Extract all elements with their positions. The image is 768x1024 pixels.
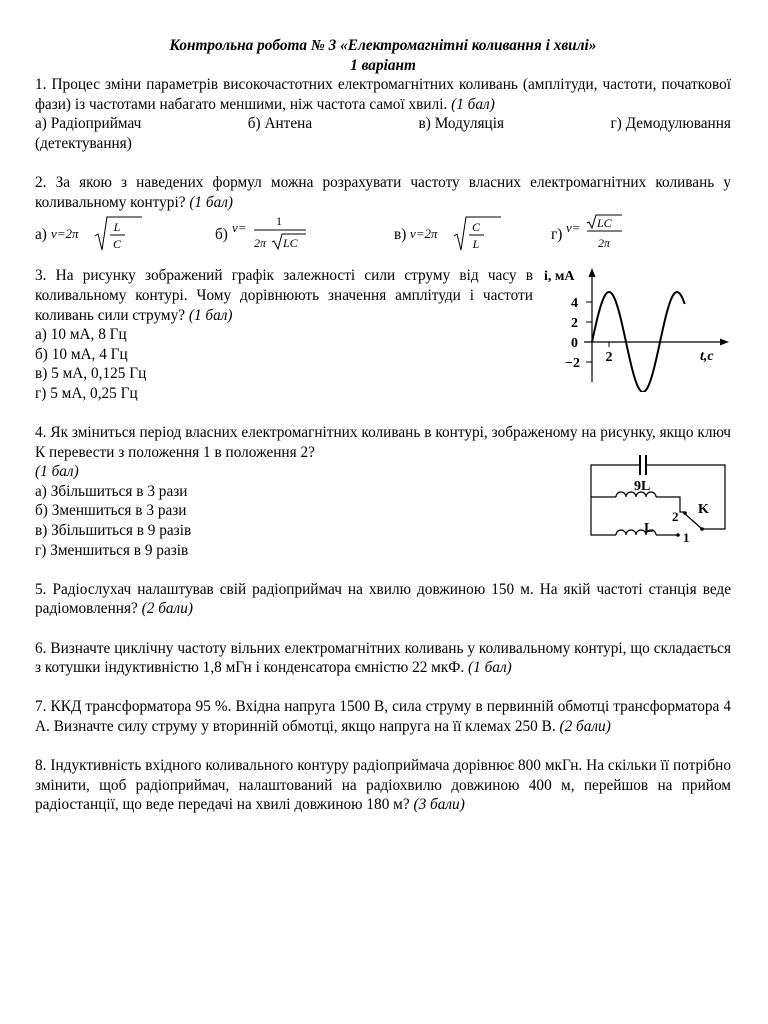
question-1-options xyxy=(35,114,731,134)
formula-d xyxy=(566,214,636,254)
position-1-label: 1 xyxy=(683,530,690,546)
option-d[interactable]: г) ν= LC 2π xyxy=(551,214,636,254)
svg-text:C: C xyxy=(472,220,481,235)
coil-9l-label: 9L xyxy=(634,479,651,495)
option-c[interactable]: в) Збільшиться в 9 разів xyxy=(35,522,192,540)
question-1-points: (1 бал) xyxy=(451,95,495,113)
question-1 xyxy=(35,75,731,153)
question-1-text: 1. Процес зміни параметрів високочастотних електромагнітних коливань (амплітуди, частоти, початкової фази) із частотами набагато меншими, ніж частота самої хвилі. xyxy=(35,76,731,113)
question-4 xyxy=(35,423,731,560)
option-c[interactable]: в) Модуляція xyxy=(418,115,505,133)
question-2-points: (1 бал) xyxy=(189,193,233,211)
svg-text:ν=2π: ν=2π xyxy=(410,226,438,242)
option-a[interactable]: а) ν=2π L C xyxy=(35,214,143,254)
y-tick-label: 2 xyxy=(571,316,578,332)
option-b[interactable]: б) Антена xyxy=(247,115,313,133)
svg-text:LC: LC xyxy=(282,236,298,251)
current-time-graph xyxy=(540,262,730,392)
position-2-label: 2 xyxy=(672,509,679,525)
y-tick-label: −2 xyxy=(565,356,580,372)
option-d-continued: (детектування) xyxy=(35,134,132,152)
option-d[interactable]: г) 5 мА, 0,25 Гц xyxy=(35,384,138,402)
x-axis-arrow xyxy=(720,339,729,346)
formula-b xyxy=(232,214,332,254)
question-2-options xyxy=(35,212,731,256)
question-5-points: (2 бали) xyxy=(141,600,193,618)
x-axis-label: t,c xyxy=(700,349,714,365)
svg-text:ν=: ν= xyxy=(231,220,247,236)
y-axis-label: i, мА xyxy=(544,269,575,285)
question-6-points: (1 бал) xyxy=(468,659,512,677)
question-3-points: (1 бал) xyxy=(188,306,233,324)
svg-text:ν=: ν= xyxy=(566,220,581,236)
option-c[interactable]: в) 5 мА, 0,125 Гц xyxy=(35,365,147,383)
question-8-text: 8. Індуктивність вхідного коливального контуру радіоприймача дорівнює 800 мкГн. На скільки її потрібно змінити, щоб радіоприймач, налаштований на радіохвилю довжиною 400 м, перейшов на прийом радіостанції, що веде передачі на хвилі довжиною 180 м? xyxy=(35,757,731,814)
question-6 xyxy=(35,639,731,678)
svg-text:2π: 2π xyxy=(253,236,266,251)
title-text: Контрольна робота № 3 «Електромагнітні коливання і хвилі» xyxy=(169,37,597,54)
svg-text:ν=2π: ν=2π xyxy=(50,226,79,242)
question-5-text: 5. Радіослухач налаштував свій радіоприймач на хвилю довжиною 150 м. На якій частоті станція веде радіомовлення? xyxy=(35,580,731,618)
question-7-text: 7. ККД трансформатора 95 %. Вхідна напруга 1500 В, сила струму в первинній обмотці трансформатора 4 А. Визначте силу струму у вторинній обмотці, якщо напруга на її клемах 250 В. xyxy=(35,698,731,735)
question-7 xyxy=(35,697,731,736)
option-d[interactable]: г) Демодулювання xyxy=(610,115,731,133)
coil-l-label: L xyxy=(644,521,654,537)
svg-text:L: L xyxy=(472,237,480,252)
question-4-points: (1 бал) xyxy=(35,463,79,481)
question-7-points: (2 бали) xyxy=(559,718,611,735)
question-5 xyxy=(35,580,731,619)
option-b[interactable]: б) Зменшиться в 3 рази xyxy=(35,502,187,520)
option-b[interactable]: б) 10 мА, 4 Гц xyxy=(35,345,128,363)
option-a[interactable]: а) 10 мА, 8 Гц xyxy=(35,326,127,344)
formula-c xyxy=(410,214,502,254)
y-tick-label: 4 xyxy=(571,296,578,312)
question-8-points: (3 бали) xyxy=(413,796,465,814)
svg-text:C: C xyxy=(112,237,121,252)
svg-text:L: L xyxy=(113,220,121,235)
key-label: K xyxy=(698,502,709,518)
question-3 xyxy=(35,266,731,403)
circuit-diagram xyxy=(586,451,731,545)
y-tick-label: 0 xyxy=(571,336,578,352)
x-tick-label: 2 xyxy=(605,350,613,366)
svg-text:1: 1 xyxy=(275,214,282,229)
question-2-text: 2. За якою з наведених формул можна розрахувати частоту власних електромагнітних коливань у коливальному контурі? xyxy=(35,174,731,211)
question-4-text: 4. Як зміниться період власних електромагнітних коливань в контурі, зображеному на рисунку, якщо ключ К перевести з положення 1 в положення 2? xyxy=(35,424,731,461)
svg-text:LC: LC xyxy=(597,216,613,231)
question-3-text: 3. На рисунку зображений графік залежності сили струму від часу в коливальному контурі. Чому дорівнюють значення амплітуди і частоти коливань сили струму? xyxy=(35,267,533,324)
svg-text:2π: 2π xyxy=(598,236,611,251)
option-d[interactable]: г) Зменшиться в 9 разів xyxy=(35,541,189,559)
formula-a xyxy=(51,214,143,254)
question-2 xyxy=(35,173,731,256)
option-c[interactable]: в) ν=2π C L xyxy=(394,214,502,254)
question-8 xyxy=(35,756,731,815)
worksheet xyxy=(35,36,731,815)
worksheet-title xyxy=(35,36,731,75)
option-a[interactable]: а) Радіоприймач xyxy=(35,115,142,133)
option-a[interactable]: а) Збільшиться в 3 рази xyxy=(35,482,188,500)
y-axis-arrow xyxy=(589,268,596,277)
option-b[interactable]: б) ν= 1 2π LC xyxy=(215,214,332,254)
variant-label: 1 варіант xyxy=(350,56,416,74)
question-6-text: 6. Визначте циклічну частоту вільних електромагнітних коливань у коливальному контурі, що складається з котушки індуктивністю 1,8 мГн і конденсатора ємністю 22 мкФ. xyxy=(35,639,731,677)
